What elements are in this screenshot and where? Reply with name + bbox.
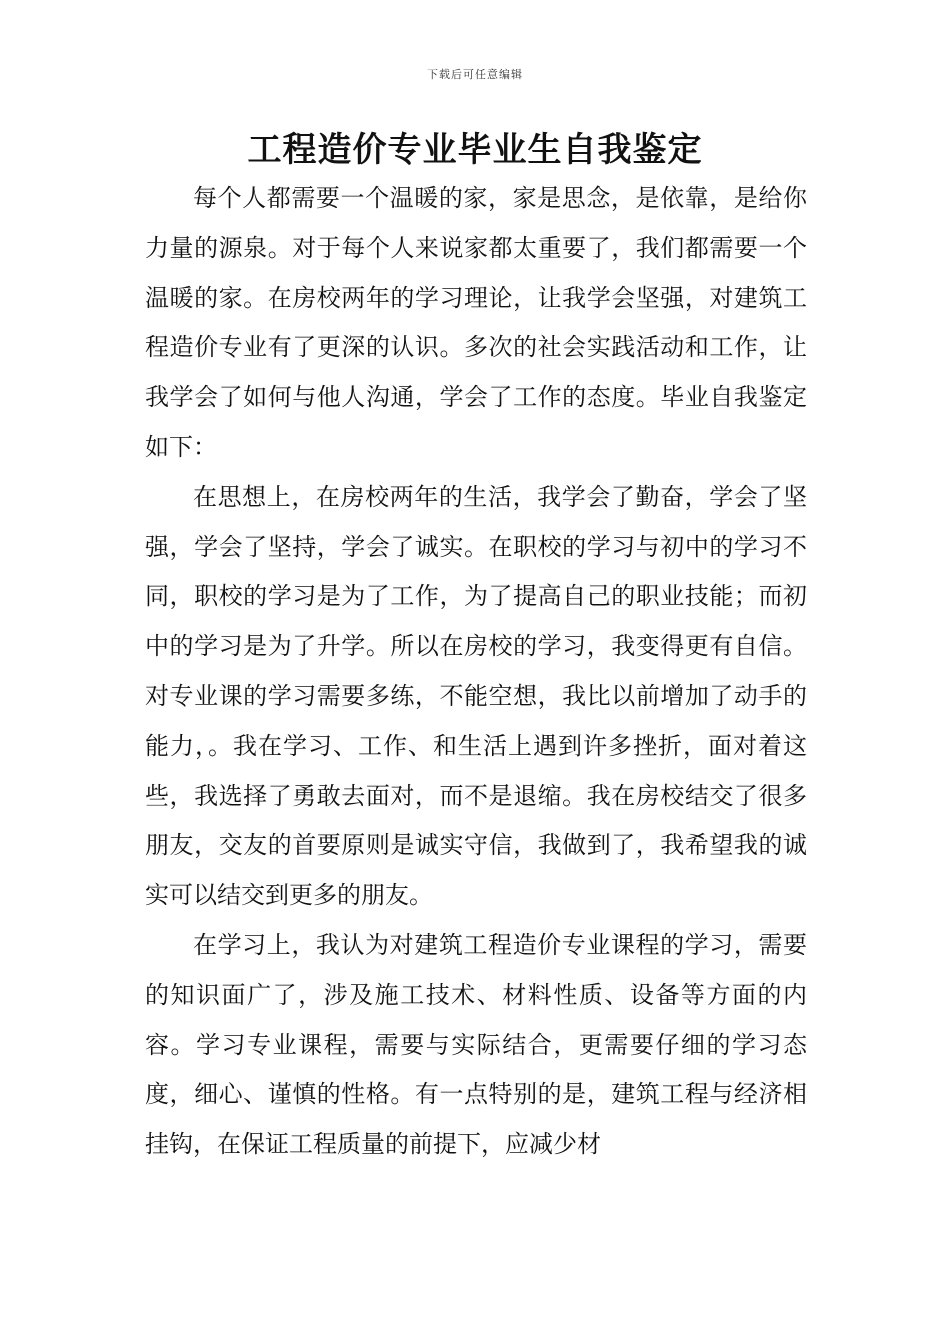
paragraph-thought: 在思想上，在房校两年的生活，我学会了勤奋，学会了坚强，学会了坚持，学会了诚实。在职校的学习与初中的学习不同，职校的学习是为了工作，为了提高自己的职业技能；而初中的学习是为了升学。所以在房校的学习，我变得更有自信。对专业课的学习需要多练，不能空想，我比以前增加了动手的能力，。我在学习、工作、和生活上遇到许多挫折，面对着这些，我选择了勇敢去面对，而不是退缩。我在房校结交了很多朋友，交友的首要原则是诚实守信，我做到了，我希望我的诚实可以结交到更多的朋友。 xyxy=(145,482,807,910)
paragraph-intro: 每个人都需要一个温暖的家，家是思念，是依靠，是给你力量的源泉。对于每个人来说家都太重要了，我们都需要一个温暖的家。在房校两年的学习理论，让我学会坚强，对建筑工程造价专业有了更深的认识。多次的社会实践活动和工作，让我学会了如何与他人沟通，学会了工作的态度。毕业自我鉴定如下： xyxy=(145,184,807,461)
header-note: 下载后可任意编辑 xyxy=(427,68,523,81)
paragraph-study: 在学习上，我认为对建筑工程造价专业课程的学习，需要的知识面广了，涉及施工技术、材料性质、设备等方面的内容。学习专业课程，需要与实际结合，更需要仔细的学习态度，细心、谨慎的性格。有一点特别的是，建筑工程与经济相挂钩，在保证工程质量的前提下，应减少材 xyxy=(145,930,807,1159)
document-title: 工程造价专业毕业生自我鉴定 xyxy=(247,130,703,170)
document-body xyxy=(145,174,807,1170)
